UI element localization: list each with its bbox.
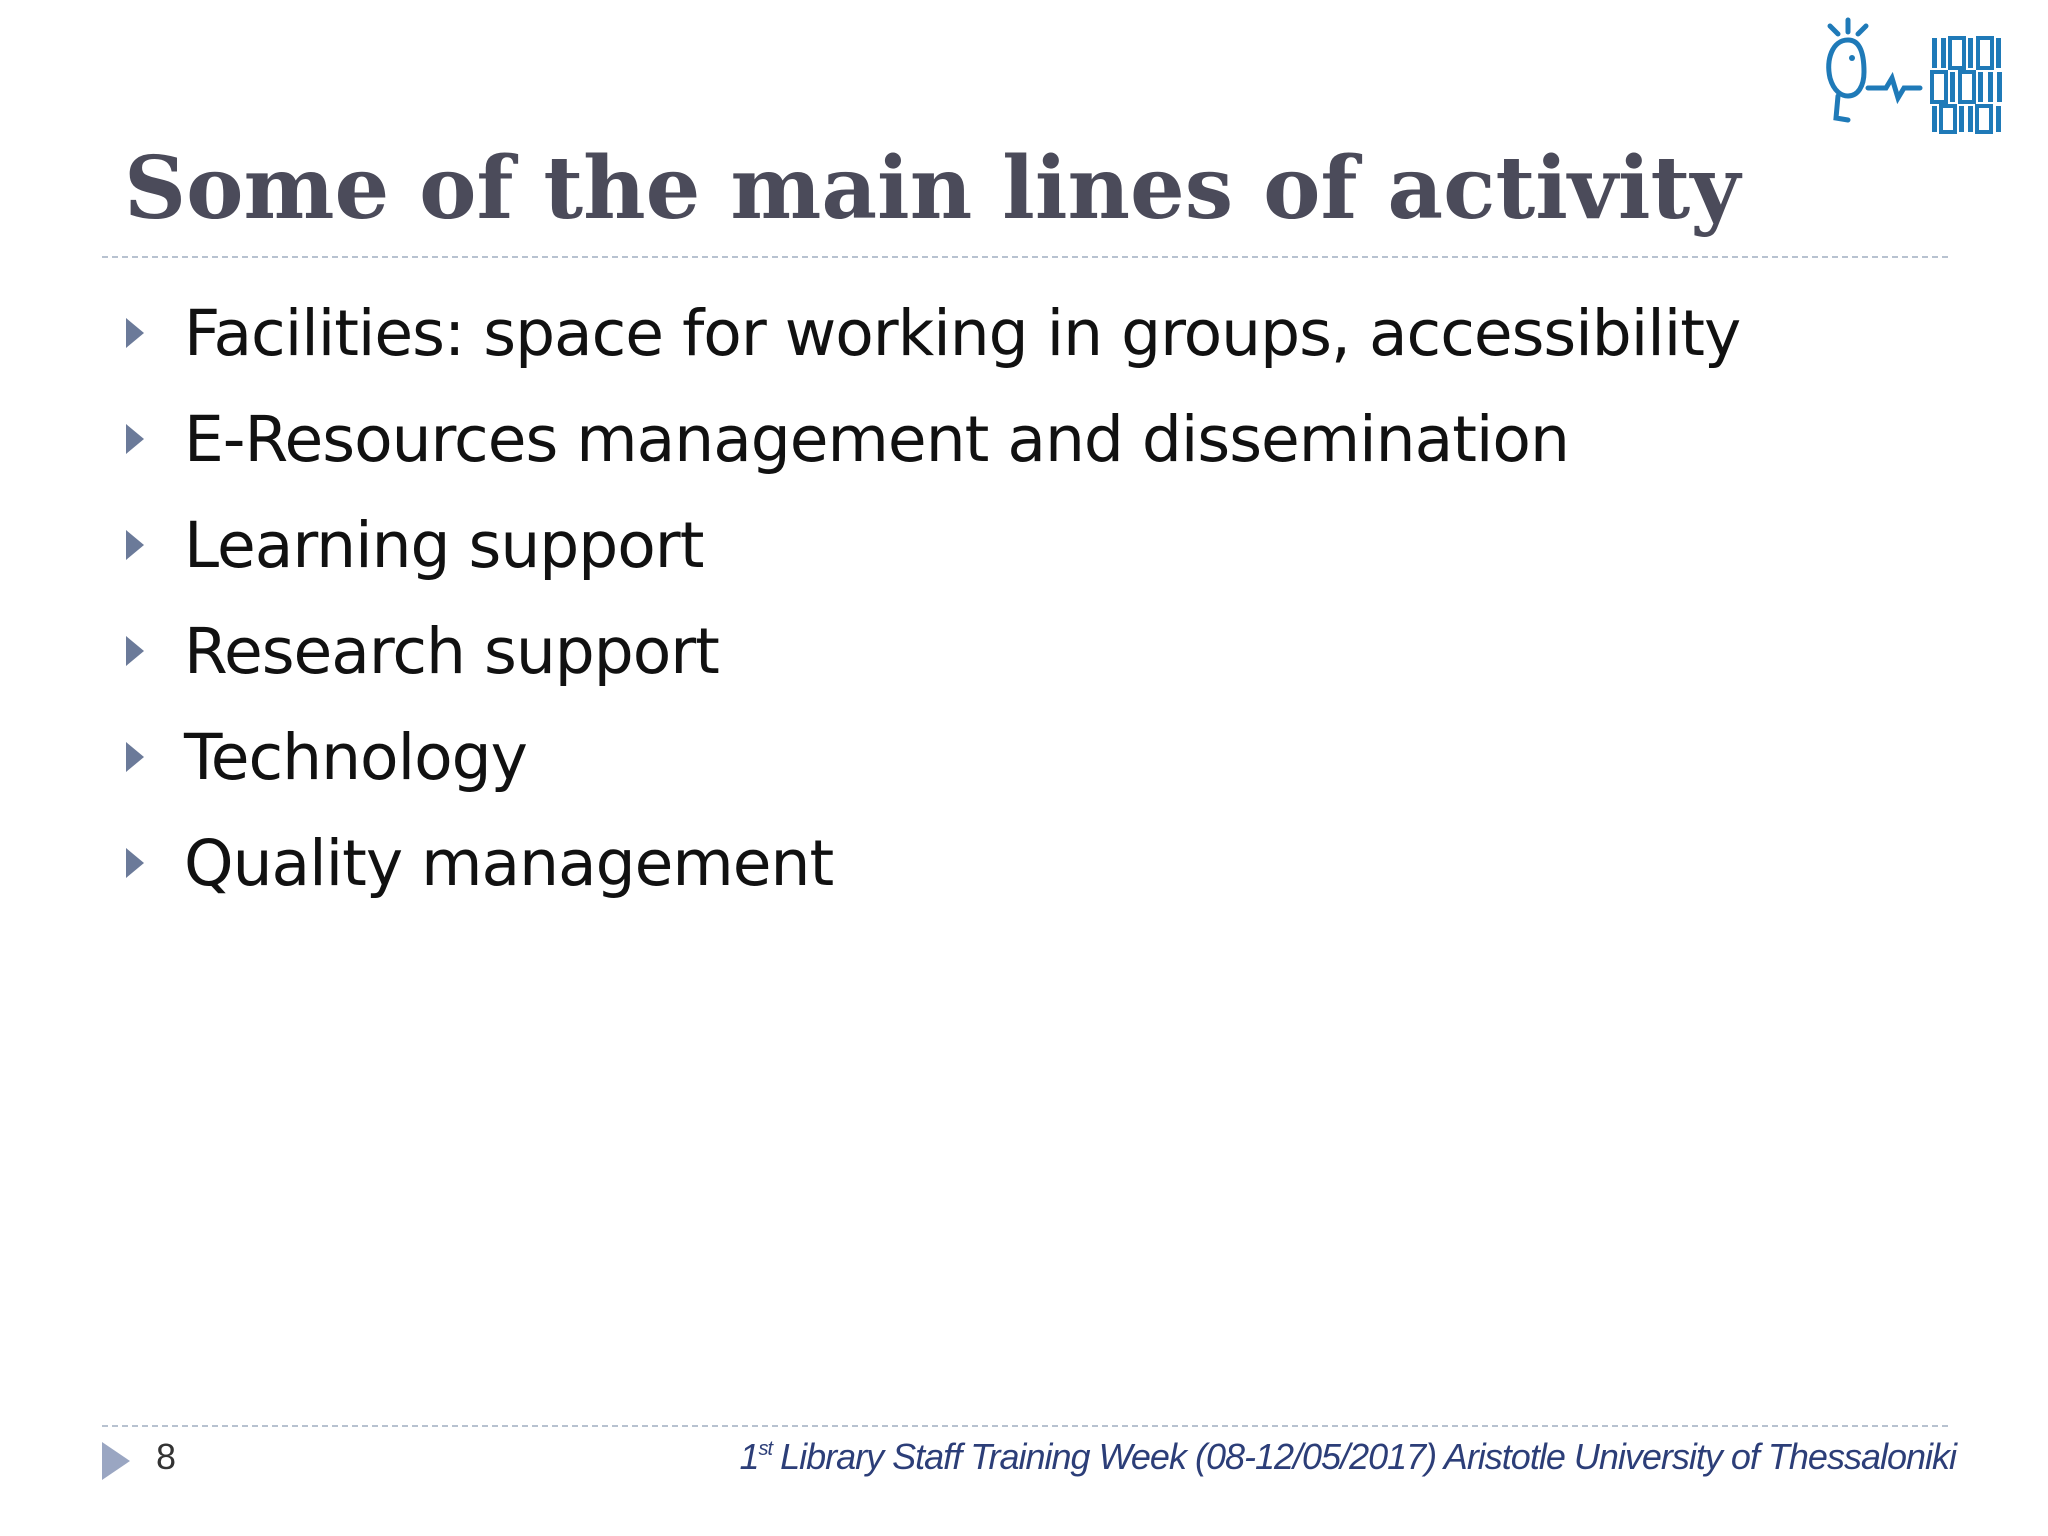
list-item bbox=[124, 386, 1740, 492]
title-divider bbox=[102, 256, 1948, 258]
footer-divider bbox=[102, 1425, 1948, 1427]
triangle-bullet-icon bbox=[124, 316, 146, 350]
triangle-bullet-icon bbox=[124, 634, 146, 668]
bullet-text: Research support bbox=[184, 614, 719, 688]
bullet-text: Technology bbox=[184, 720, 527, 794]
list-item bbox=[124, 704, 1740, 810]
page-number: 8 bbox=[156, 1436, 177, 1477]
event-title: Library Staff Training Week (08-12/05/2017) Aristotle University of Thessaloniki bbox=[780, 1436, 1956, 1477]
bullet-text: Quality management bbox=[184, 826, 834, 900]
bullet-text: Facilities: space for working in groups, accessibility bbox=[184, 296, 1741, 370]
footer-arrow-icon bbox=[100, 1440, 132, 1482]
list-item bbox=[124, 492, 1740, 598]
triangle-bullet-icon bbox=[124, 528, 146, 562]
triangle-bullet-icon bbox=[124, 422, 146, 456]
list-item bbox=[124, 280, 1740, 386]
list-item bbox=[124, 598, 1740, 704]
event-ordinal-suffix: st bbox=[758, 1438, 773, 1460]
list-item bbox=[124, 810, 1740, 916]
triangle-bullet-icon bbox=[124, 740, 146, 774]
footer-event-text bbox=[740, 1436, 1956, 1478]
bullet-text: Learning support bbox=[184, 508, 704, 582]
library-logo-icon bbox=[1808, 16, 2038, 136]
bullet-text: E-Resources management and dissemination bbox=[184, 402, 1569, 476]
slide-title: Some of the main lines of activity bbox=[124, 138, 1741, 239]
bullet-list bbox=[124, 280, 1740, 916]
event-ordinal: 1 bbox=[739, 1436, 759, 1477]
triangle-bullet-icon bbox=[124, 846, 146, 880]
